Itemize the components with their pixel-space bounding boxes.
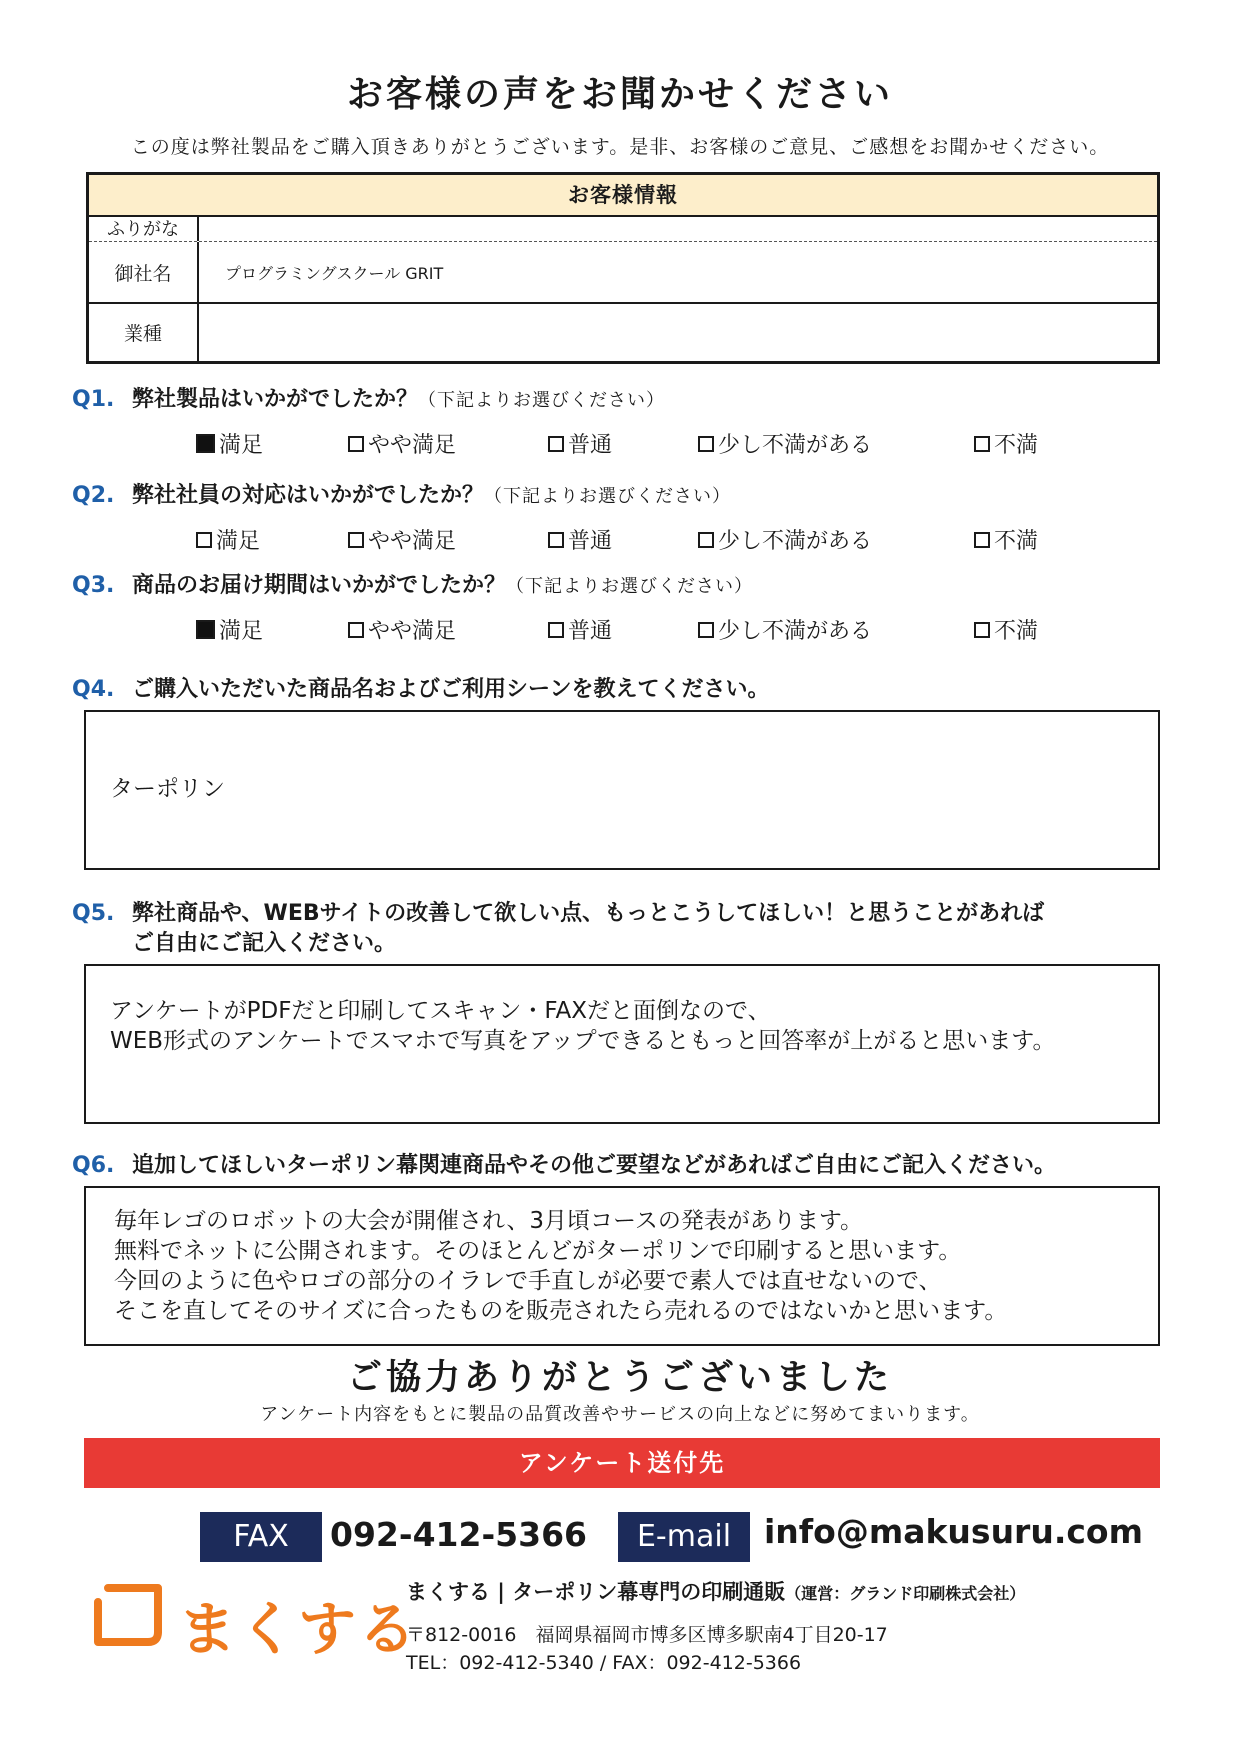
q6-number: Q6. (72, 1153, 115, 1178)
option-label: 普通 (568, 433, 613, 458)
q3-option-2[interactable] (348, 614, 456, 645)
option-label: 普通 (568, 619, 613, 644)
option-label: 不満 (994, 529, 1039, 554)
option-label: やや満足 (368, 619, 457, 644)
q2-options (0, 524, 1240, 554)
q6-answer-line: そこを直してそのサイズに合ったものを販売されたら売れるのではないかと思います。 (114, 1298, 1008, 1324)
q3-option-5[interactable] (974, 614, 1038, 645)
footer-company-name: まくする | ターポリン幕専門の印刷通販 (406, 1580, 786, 1604)
customer-info-table (86, 172, 1160, 364)
thanks-subtext: アンケート内容をもとに製品の品質改善やサービスの向上などに努めてまいります。 (260, 1404, 980, 1425)
q1-option-5[interactable] (974, 428, 1038, 459)
logo-mark-icon (92, 1582, 172, 1652)
page-title: お客様の声をお聞かせください (346, 74, 893, 115)
intro-text: この度は弊社製品をご購入頂きありがとうございます。是非、お客様のご意見、ご感想をお聞かせください。 (130, 136, 1110, 158)
option-label: 満足 (219, 433, 264, 458)
q5-text-line2: ご自由にご記入ください。 (132, 931, 397, 956)
checkbox-icon (348, 532, 364, 548)
furigana-label: ふりがな (89, 215, 199, 241)
q5-answer-box[interactable] (84, 964, 1160, 1124)
q1-number: Q1. (72, 387, 115, 412)
checkbox-icon (196, 620, 215, 639)
q4-text: ご購入いただいた商品名およびご利用シーンを教えてください。 (132, 677, 770, 702)
checkbox-icon (548, 622, 564, 638)
q5-number: Q5. (72, 901, 115, 926)
option-label: 満足 (216, 529, 261, 554)
q2-note: （下記よりお選びください） (484, 486, 732, 507)
q2-option-1[interactable] (196, 524, 260, 555)
q4-answer-box[interactable] (84, 710, 1160, 870)
checkbox-icon (698, 532, 714, 548)
checkbox-icon (348, 622, 364, 638)
q3-text: 商品のお届け期間はいかがでしたか？ (132, 573, 507, 598)
q6-text: 追加してほしいターポリン幕関連商品やその他ご要望などがあればご自由にご記入ください。 (132, 1153, 1057, 1178)
q3-note: （下記よりお選びください） (506, 576, 754, 597)
option-label: 不満 (994, 433, 1039, 458)
q5-answer-line: アンケートがPDFだと印刷してスキャン・FAXだと面倒なので、 (110, 998, 771, 1024)
checkbox-icon (974, 532, 990, 548)
option-label: 少し不満がある (718, 619, 873, 644)
checkbox-icon (548, 532, 564, 548)
option-label: やや満足 (368, 529, 457, 554)
fax-number: 092-412-5366 (330, 1515, 588, 1554)
option-label: 普通 (568, 529, 613, 554)
q2-option-4[interactable] (698, 524, 872, 555)
q4-heading (72, 672, 770, 703)
q4-number: Q4. (72, 677, 115, 702)
q6-answer-line: 無料でネットに公開されます。そのほとんどがターポリンで印刷すると思います。 (114, 1238, 962, 1264)
checkbox-icon (698, 622, 714, 638)
thanks-heading: ご協力ありがとうございました (346, 1358, 893, 1398)
company-row (89, 242, 1157, 304)
q3-options (0, 614, 1240, 644)
q3-number: Q3. (72, 573, 115, 598)
q2-option-2[interactable] (348, 524, 456, 555)
footer-operator: （運営：グランド印刷株式会社） (785, 1584, 1026, 1603)
q2-option-5[interactable] (974, 524, 1038, 555)
checkbox-icon (974, 622, 990, 638)
q1-option-1[interactable] (196, 428, 263, 459)
checkbox-icon (196, 532, 212, 548)
option-label: 満足 (219, 619, 264, 644)
industry-row (89, 304, 1157, 361)
footer-tel-fax: TEL：092-412-5340 / FAX：092-412-5366 (406, 1652, 802, 1674)
checkbox-icon (974, 436, 990, 452)
q2-text: 弊社社員の対応はいかがでしたか？ (132, 483, 485, 508)
q6-answer-box[interactable] (84, 1186, 1160, 1346)
q2-heading (72, 478, 731, 509)
option-label: やや満足 (368, 433, 457, 458)
checkbox-icon (548, 436, 564, 452)
q3-option-3[interactable] (548, 614, 612, 645)
option-label: 不満 (994, 619, 1039, 644)
q3-heading (72, 568, 753, 599)
q4-answer-text: ターポリン (110, 776, 225, 802)
company-field[interactable]: プログラミングスクール GRIT (225, 263, 444, 283)
furigana-row (89, 215, 1157, 242)
option-label: 少し不満がある (718, 529, 873, 554)
q6-answer-line: 今回のように色やロゴの部分のイラレで手直しが必要で素人では直せないので、 (114, 1268, 942, 1294)
email-label-badge: E-mail (618, 1512, 750, 1562)
q5-answer-line: WEB形式のアンケートでスマホで写真をアップできるともっと回答率が上がると思います。 (110, 1028, 1056, 1054)
q2-number: Q2. (72, 483, 115, 508)
furigana-field[interactable] (199, 215, 1157, 241)
fax-label-badge: FAX (200, 1512, 322, 1562)
q2-option-3[interactable] (548, 524, 612, 555)
q1-option-4[interactable] (698, 428, 872, 459)
q5-text-line1: 弊社商品や、WEBサイトの改善して欲しい点、もっとこうしてほしい！と思うことがあれば (132, 901, 1045, 926)
industry-field[interactable] (199, 304, 1157, 361)
checkbox-icon (348, 436, 364, 452)
footer-company (406, 1576, 1025, 1606)
option-label: 少し不満がある (718, 433, 873, 458)
q3-option-4[interactable] (698, 614, 872, 645)
industry-label: 業種 (89, 304, 199, 361)
q6-heading (72, 1148, 1056, 1179)
q1-option-3[interactable] (548, 428, 612, 459)
checkbox-icon (196, 434, 215, 453)
footer-address: 〒812-0016 福岡県福岡市博多区博多駅南4丁目20-17 (406, 1624, 888, 1646)
checkbox-icon (698, 436, 714, 452)
send-to-banner: アンケート送付先 (84, 1438, 1160, 1488)
q5-heading (72, 896, 1044, 927)
q1-options (0, 428, 1240, 458)
q3-option-1[interactable] (196, 614, 263, 645)
email-address[interactable]: info@makusuru.com (764, 1512, 1143, 1551)
customer-info-header: お客様情報 (89, 175, 1157, 217)
q1-option-2[interactable] (348, 428, 456, 459)
logo-wordmark: まくする (178, 1595, 419, 1663)
q6-answer-line: 毎年レゴのロボットの大会が開催され、3月頃コースの発表があります。 (114, 1208, 864, 1234)
company-label: 御社名 (89, 242, 199, 302)
q1-note: （下記よりお選びください） (418, 390, 666, 411)
q1-text: 弊社製品はいかがでしたか？ (132, 387, 419, 412)
q1-heading (72, 382, 665, 413)
